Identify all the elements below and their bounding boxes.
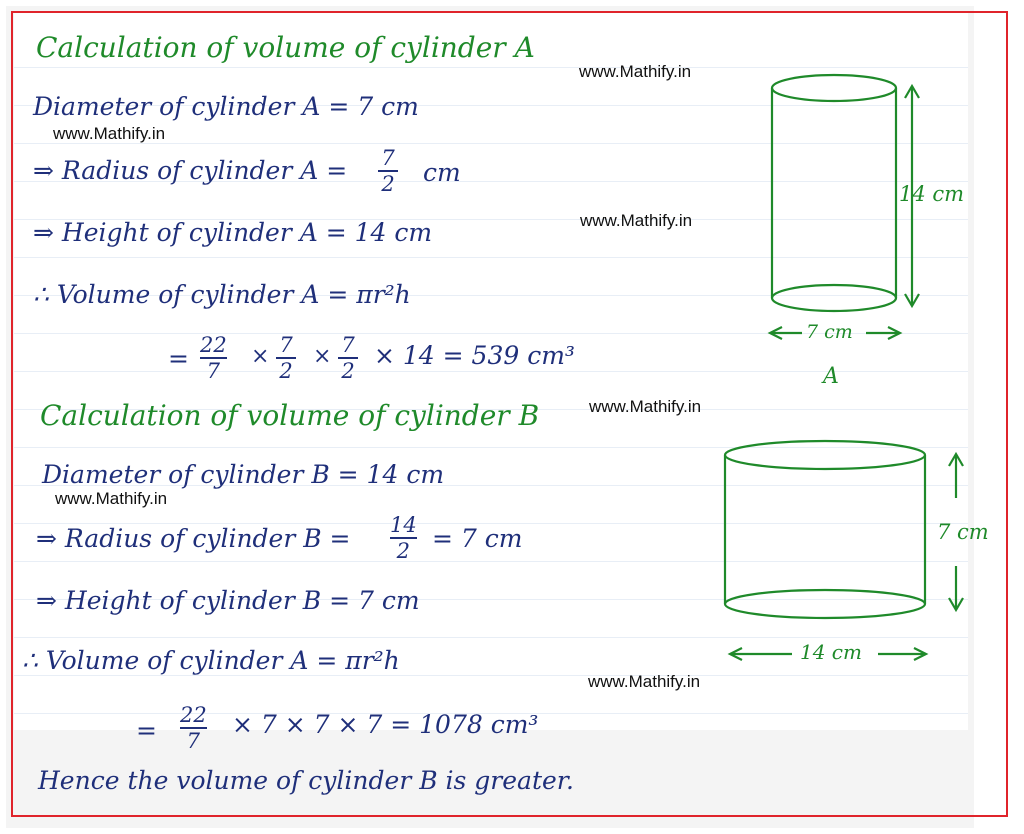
fraction-numerator: 22	[180, 703, 207, 727]
watermark: www.Mathify.in	[588, 672, 701, 691]
fraction-denominator: 7	[186, 729, 201, 754]
fraction-denominator: 2	[341, 359, 355, 384]
volume-b-formula: ∴ Volume of cylinder A = πr²h	[22, 646, 400, 675]
fraction-numerator: 7	[341, 333, 355, 357]
calc-a-equals: =	[168, 344, 189, 373]
radius-a-line: ⇒ Radius of cylinder A =	[33, 156, 348, 185]
watermark: www.Mathify.in	[55, 489, 168, 508]
cylinder-b-diameter-label: 14 cm	[800, 640, 862, 664]
cylinder-b-drawing	[725, 441, 963, 664]
cylinder-a-drawing	[770, 75, 919, 339]
fraction-denominator: 2	[381, 172, 395, 197]
volume-a-formula: ∴ Volume of cylinder A = πr²h	[33, 280, 411, 309]
height-b-line: ⇒ Height of cylinder B = 7 cm	[36, 586, 420, 615]
cylinder-a-bottom-ellipse	[772, 285, 896, 311]
calc-a-times-2: ×	[313, 344, 332, 369]
fraction-numerator: 14	[390, 513, 417, 537]
fraction-numerator: 7	[279, 333, 293, 357]
fraction-denominator: 2	[396, 539, 411, 564]
fraction-numerator: 22	[200, 333, 227, 357]
watermark: www.Mathify.in	[589, 397, 702, 416]
calc-a-times-1: ×	[251, 344, 270, 369]
diameter-a-line: Diameter of cylinder A = 7 cm	[33, 92, 419, 121]
cylinder-b-height-label: 7 cm	[937, 520, 989, 544]
conclusion-line: Hence the volume of cylinder B is greater.	[38, 766, 574, 795]
cylinder-b-bottom-ellipse	[725, 590, 925, 618]
height-a-line: ⇒ Height of cylinder A = 14 cm	[33, 218, 433, 247]
fraction-denominator: 7	[206, 359, 221, 384]
calc-b-result: × 7 × 7 × 7 = 1078 cm³	[232, 710, 539, 739]
watermark: www.Mathify.in	[580, 211, 693, 230]
calc-b-equals: =	[136, 716, 157, 745]
fraction-denominator: 2	[279, 359, 293, 384]
watermark: www.Mathify.in	[579, 62, 692, 81]
fraction-numerator: 7	[381, 146, 395, 170]
cylinder-a-height-label: 14 cm	[899, 182, 965, 206]
calc-a-result: × 14 = 539 cm³	[374, 341, 575, 370]
cylinder-a-name-label: A	[823, 364, 839, 389]
radius-b-result: = 7 cm	[432, 524, 523, 553]
radius-a-unit: cm	[423, 158, 461, 187]
cylinder-b-top-ellipse	[725, 441, 925, 469]
radius-b-line: ⇒ Radius of cylinder B =	[36, 524, 351, 553]
watermark: www.Mathify.in	[53, 124, 166, 143]
cylinder-a-diameter-label: 7 cm	[806, 321, 853, 343]
cylinder-a-top-ellipse	[772, 75, 896, 101]
section-a-title: Calculation of volume of cylinder A	[36, 31, 535, 64]
diameter-b-line: Diameter of cylinder B = 14 cm	[42, 460, 445, 489]
section-b-title: Calculation of volume of cylinder B	[40, 399, 540, 432]
